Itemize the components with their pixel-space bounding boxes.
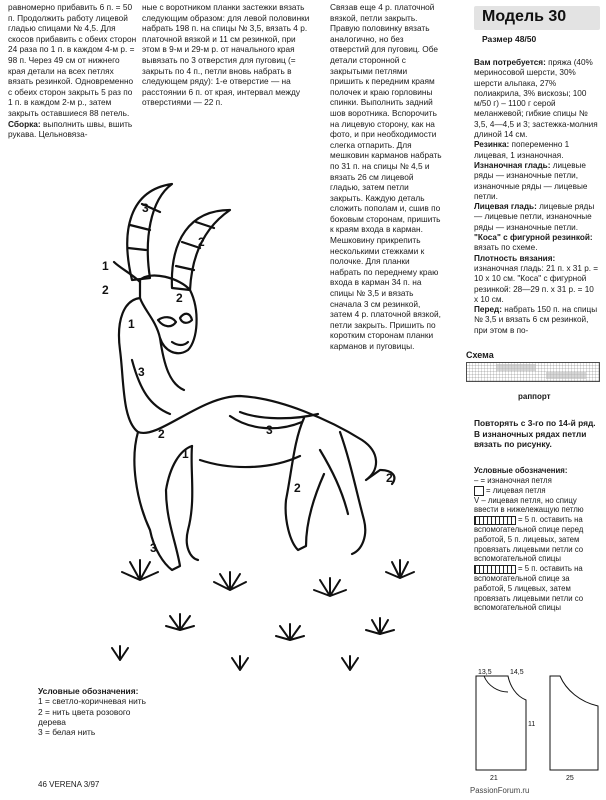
- model-title: Модель 30: [482, 8, 567, 25]
- goat-color-label: 2: [386, 471, 393, 485]
- rapport-label: раппорт: [518, 392, 551, 401]
- size-label: Размер 48/50: [482, 34, 537, 44]
- dimension-label: 13,5: [478, 669, 492, 676]
- rib-heading: Резинка:: [474, 140, 510, 150]
- materials-heading: Вам потребуется:: [474, 58, 546, 67]
- purl-heading: Изнаночная гладь:: [474, 160, 551, 170]
- col1-assembly: [8, 119, 138, 140]
- dimension-label: 14,5: [510, 669, 524, 676]
- gauge-heading: Плотность вязания:: [474, 253, 556, 263]
- gauge-text: изнаночная гладь: 21 п. x 31 р. = 10 x 10 см. "Коса" с фигурной резинкой: 28—29 п. x 31 р. = 10 x 10 см.: [474, 263, 599, 304]
- dimension-label: 25: [566, 775, 574, 782]
- goat-color-label: 2: [198, 235, 205, 249]
- col3-paragraph: Связав еще 4 р. платочной вязкой, петли закрыть. Правую половинку вязать аналогично, но без отверстий для пуговиц. Обе детали сторонной с закрытыми петлями пришить к передним краям полочек и краю горловины спинки. Выполнить задний шов воротника. Вспорочить на лицевую сторону, как на фото, и при необходимости слегка отпарить. Для мешковин карманов набрать по 31 п. на спицы № 4,5 и вязать 26 см лицевой гладью, затем петли закрыть. Каждую деталь сложить пополам и, сшив по боковым сторонам, пришить к краям входа в карман. Мешковину прикрепить несколькими стежками к полочке. Для планки набрать по переднему краю входа в карман 34 п. на спицы № 3,5 и вязать сначала 3 см резинкой, затем 4 р. платочной вязкой, петли закрыть. Пришить по коротким сторонам планки карманов и пуговицы.: [330, 2, 442, 351]
- goat-color-label: 2: [158, 427, 165, 441]
- purl-stitch: [474, 161, 600, 202]
- page-footer: 46 VERENA 3/97: [38, 780, 100, 789]
- front-heading: Перед:: [474, 305, 502, 315]
- legend-item-text: = лицевая петля: [486, 485, 546, 495]
- cable-heading: "Коса" с фигурной резинкой:: [474, 233, 593, 243]
- front-piece: [474, 305, 600, 336]
- assembly-text: выполнить швы, вшить рукава. Цельновяза-: [8, 118, 133, 140]
- materials: [474, 58, 600, 140]
- goat-color-label: 3: [150, 541, 157, 555]
- goat-color-label: 1: [182, 447, 189, 461]
- legend-item: – = изнаночная петля: [474, 475, 552, 485]
- assembly-heading: Сборка:: [8, 118, 41, 129]
- legend-item: [474, 515, 600, 564]
- goat-color-label: 2: [176, 291, 183, 305]
- color-legend-item: 3 = белая нить: [38, 727, 96, 738]
- symbol-legend: [474, 466, 600, 613]
- goat-color-label: 1: [128, 317, 135, 331]
- knit-text: лицевые ряды — лицевые петли, изнаночные ряды — изнаночные петли.: [474, 202, 595, 232]
- purl-text: лицевые ряды — изнаночные петли, изнаночные ряды — лицевые петли.: [474, 160, 588, 201]
- text-column-2: [142, 2, 312, 108]
- color-legend-item: 2 = нить цвета розового дерева: [38, 706, 131, 727]
- schema-title: Схема: [466, 350, 494, 360]
- legend-title: Условные обозначения:: [474, 466, 568, 475]
- text-column-4: [474, 58, 600, 336]
- goat-color-label: 3: [138, 365, 145, 379]
- legend-item: [474, 486, 600, 496]
- front-text: набрать 150 п. на спицы № 3,5 и вязать 6 см резинкой, при этом в по-: [474, 305, 598, 335]
- color-legend-title: Условные обозначения:: [38, 686, 139, 696]
- pattern-pieces: [470, 666, 604, 782]
- dimension-label: 11: [528, 721, 536, 728]
- rib-stitch: [474, 140, 600, 161]
- goat-color-label: 3: [142, 201, 149, 215]
- goat-illustration: [80, 170, 470, 680]
- goat-color-label: 2: [102, 283, 109, 297]
- rib-text: попеременно 1 лицевая, 1 изнаночная.: [474, 140, 570, 160]
- repeat-note: Повторять с 3-го по 14-й ряд. В изнаночных рядах петли вязать по рисунку.: [474, 418, 596, 449]
- color-legend: [38, 686, 148, 737]
- legend-item-text: = 5 п. оставить на вспомогательной спице за работой, 5 лицевых, затем провязать лицевыми петли со вспомогательной спицы: [474, 564, 584, 613]
- col1-paragraph: равномерно прибавить 6 п. = 50 п. Продолжить работу лицевой гладью спицами № 4,5. Для скосов прибавить с обеих сторон 24 раза по 1 п. в каждом 4-м р. = 98 п. Через 49 см от нижнего края детали на всех петлях вязать резинкой. Одновременно с обеих сторон закрыть 5 раз по 1 п. в каждом 2-м р., затем закрыть оставшиеся 88 петель.: [8, 2, 137, 118]
- materials-text: пряжа (40% мериносовой шерсти, 30% шерсти альпака, 27% полиакрила, 3% вискозы; 100 м/50 г) – 1100 г серой меланжевой; гибкие спицы № 3,5, 4—4,5 и 3; застежка-молния длиной 14 см.: [474, 58, 598, 140]
- knit-heading: Лицевая гладь:: [474, 202, 537, 212]
- dimension-label: 21: [490, 775, 498, 782]
- goat-color-label: 1: [102, 259, 109, 273]
- goat-color-label: 3: [266, 423, 273, 437]
- text-column-1: [8, 2, 138, 140]
- color-legend-item: 1 = светло-коричневая нить: [38, 696, 146, 707]
- col2-paragraph: ные с воротником планки застежки вязать следующим образом: для левой половинки набрать 198 п. на спицы № 3,5, вязать 4 р. платочной вязкой и 11 см резинкой, при этом в 9-м и 29-м р. от начального края вывязать по 3 отверстия для пуговиц (= закрыть по 4 п., петли вновь набрать в следующем ряду): 1-е отверстие — на расстоянии 6 п. от края, интервал между отверстиями — 22 п.: [142, 2, 310, 108]
- schema-grid: [466, 362, 600, 382]
- knit-stitch: [474, 202, 600, 233]
- legend-item: V – лицевая петля, но спицу ввести в нижележащую петлю: [474, 495, 584, 515]
- gauge: [474, 254, 600, 305]
- goat-color-label: 2: [294, 481, 301, 495]
- legend-item: [474, 564, 600, 613]
- cable-stitch: [474, 233, 600, 254]
- source-watermark: PassionForum.ru: [470, 786, 530, 795]
- knit-symbol-icon: [474, 486, 484, 496]
- cable-text: вязать по схеме.: [474, 243, 538, 253]
- cable-back-symbol-icon: [474, 565, 516, 574]
- legend-item-text: = 5 п. оставить на вспомогательной спице перед работой, 5 п. лицевых, затем провязать лицевыми петли со вспомогательной спицы: [474, 515, 584, 564]
- cable-front-symbol-icon: [474, 516, 516, 525]
